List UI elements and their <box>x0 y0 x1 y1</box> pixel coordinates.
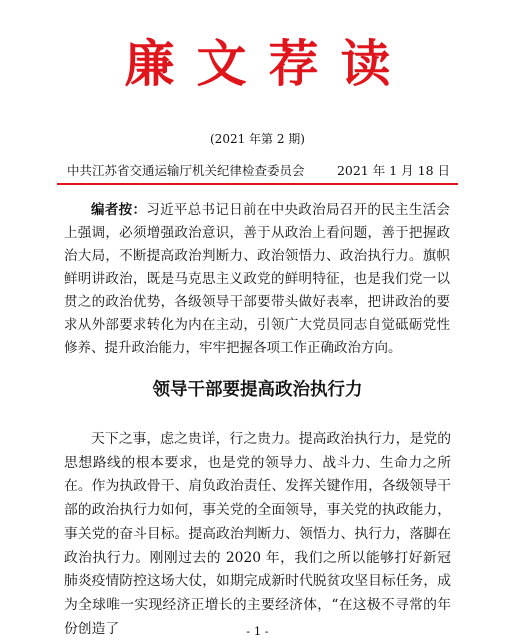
masthead-title: 廉文荐读 <box>124 34 413 93</box>
issuing-organization: 中共江苏省交通运输厅机关纪律检查委员会 <box>67 163 305 178</box>
article-paragraph: 天下之事，虑之贵详，行之贵力。提高政治执行力，是党的思想路线的根本要求，也是党的领导力、战斗力、生命力之所在。作为执政骨干、肩负政治责任、发挥关键作用，各级领导干部的政治执行力如何，事关党的全面领导，事关党的执政能力，事关党的奋斗目标。提高政治判断力、领悟力、执行力，落脚在政治执行力。刚刚过去的 2020 年，我们之所以能够打好新冠肺炎疫情防控这场大仗，如期完成新时代脱贫攻坚目标任务，成为全球唯一实现经济正增长的主要经济体，“在这极不寻常的年份创造了 <box>64 431 451 637</box>
issue-date: 2021 年 1 月 18 日 <box>336 163 450 178</box>
page-number: - 1 - <box>246 624 269 638</box>
editor-note-label: 编者按： <box>91 202 147 218</box>
editor-note-text: 习近平总书记日前在中央政治局召开的民主生活会上强调，必须增强政治意识，善于从政治上看问题，善于把握政治大局，不断提高政治判断力、政治领悟力、政治执行力。旗帜鲜明讲政治，既是马克思主义政党的鲜明特征，也是我们党一以贯之的政治优势，各级领导干部要带头做好表率，把讲政治的要求从外部要求转化为内在主动，引领广大党员同志自觉砥砺党性修养、提升政治能力，牢牢把握各项工作正确政治方向。 <box>64 202 451 356</box>
editor-note <box>64 199 450 360</box>
header-info-line <box>67 163 450 179</box>
issue-number: (2021 年第 2 期) <box>210 132 305 146</box>
article-title: 领导干部要提高政治执行力 <box>152 380 363 400</box>
header-divider <box>57 183 458 185</box>
